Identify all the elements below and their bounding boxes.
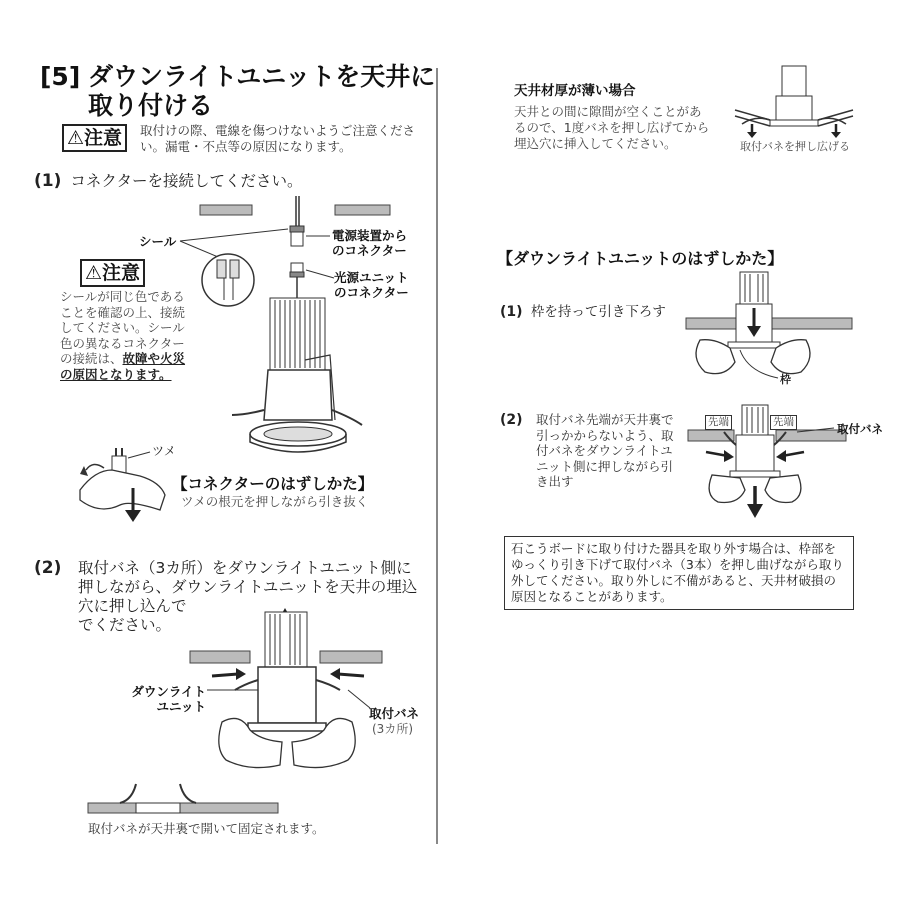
top-caution-badge: ⚠注意	[62, 124, 127, 152]
removal-spring-label: 取付バネ	[837, 422, 883, 436]
removal-step2-text: 取付バネ先端が天井裏で引っかからないよう、取付バネをダウンライトユニット側に押しながら引き出す	[536, 412, 674, 489]
power-connector-label: 電源装置から のコネクター	[332, 228, 408, 258]
step1-caution-badge: ⚠注意	[80, 259, 145, 287]
thin-ceiling-heading: 天井材厚が薄い場合	[514, 83, 636, 99]
connector-removal-text: ツメの根元を押しながら引き抜く	[181, 494, 369, 509]
step2-text: 取付バネ（3カ所）をダウンライトユニット側に押しながら、ダウンライトユニットを天井の埋込穴に押し込んで でください。	[78, 559, 418, 634]
step1-number: (1)	[34, 171, 62, 191]
removal-step1-number: (1)	[500, 304, 523, 320]
step1-caution-body: シールが同じ色であることを確認の上、接続してください。シール色の異なるコネクターの接続は、	[60, 289, 186, 366]
top-caution-text: 取付けの際、電線を傷つけないようご注意ください。漏電・不点等の原因になります。	[140, 123, 416, 154]
seal-label: シール	[139, 234, 177, 249]
section-title-line2: 取り付ける	[88, 91, 214, 120]
tab-label: ツメ	[152, 444, 176, 458]
section-title-line1: ダウンライトユニットを天井に	[88, 62, 436, 91]
section-number: [5]	[40, 62, 81, 91]
thin-ceiling-text: 天井との間に隙間が空くことがあるので、1度バネを押し広げてから埋込穴に挿入してください。	[514, 104, 710, 151]
tip-label-left: 先端	[705, 415, 732, 430]
thin-ceiling-caption: 取付バネを押し広げる	[740, 140, 850, 153]
step1-text: コネクターを接続してください。	[70, 172, 303, 190]
step2-spring-count: (3カ所)	[372, 722, 413, 736]
step2-spring-label: 取付バネ	[369, 706, 420, 721]
downlight-unit-label: ダウンライト ユニット	[131, 684, 206, 714]
removal-step2-number: (2)	[500, 412, 523, 428]
removal-step1-text: 枠を持って引き下ろす	[530, 304, 666, 320]
light-connector-label: 光源ユニット のコネクター	[334, 270, 409, 300]
gypsum-board-note: 石こうボードに取り付けた器具を取り外す場合は、枠部をゆっくり引き下げて取付バネ（3本）を押し曲げながら取り外してください。取り外しに不備があると、天井材破損の原因となることがあります。	[504, 536, 854, 610]
tip-label-right: 先端	[770, 415, 797, 430]
frame-label: 枠	[780, 373, 791, 386]
unit-removal-heading: 【ダウンライトユニットのはずしかた】	[497, 249, 784, 268]
step2-number: (2)	[34, 558, 62, 578]
step2-caption: 取付バネが天井裏で開いて固定されます。	[88, 821, 325, 836]
step1-caution-emphasis: 故障や火災の原因となります。	[60, 351, 186, 382]
connector-removal-heading: 【コネクターのはずしかた】	[172, 475, 374, 493]
